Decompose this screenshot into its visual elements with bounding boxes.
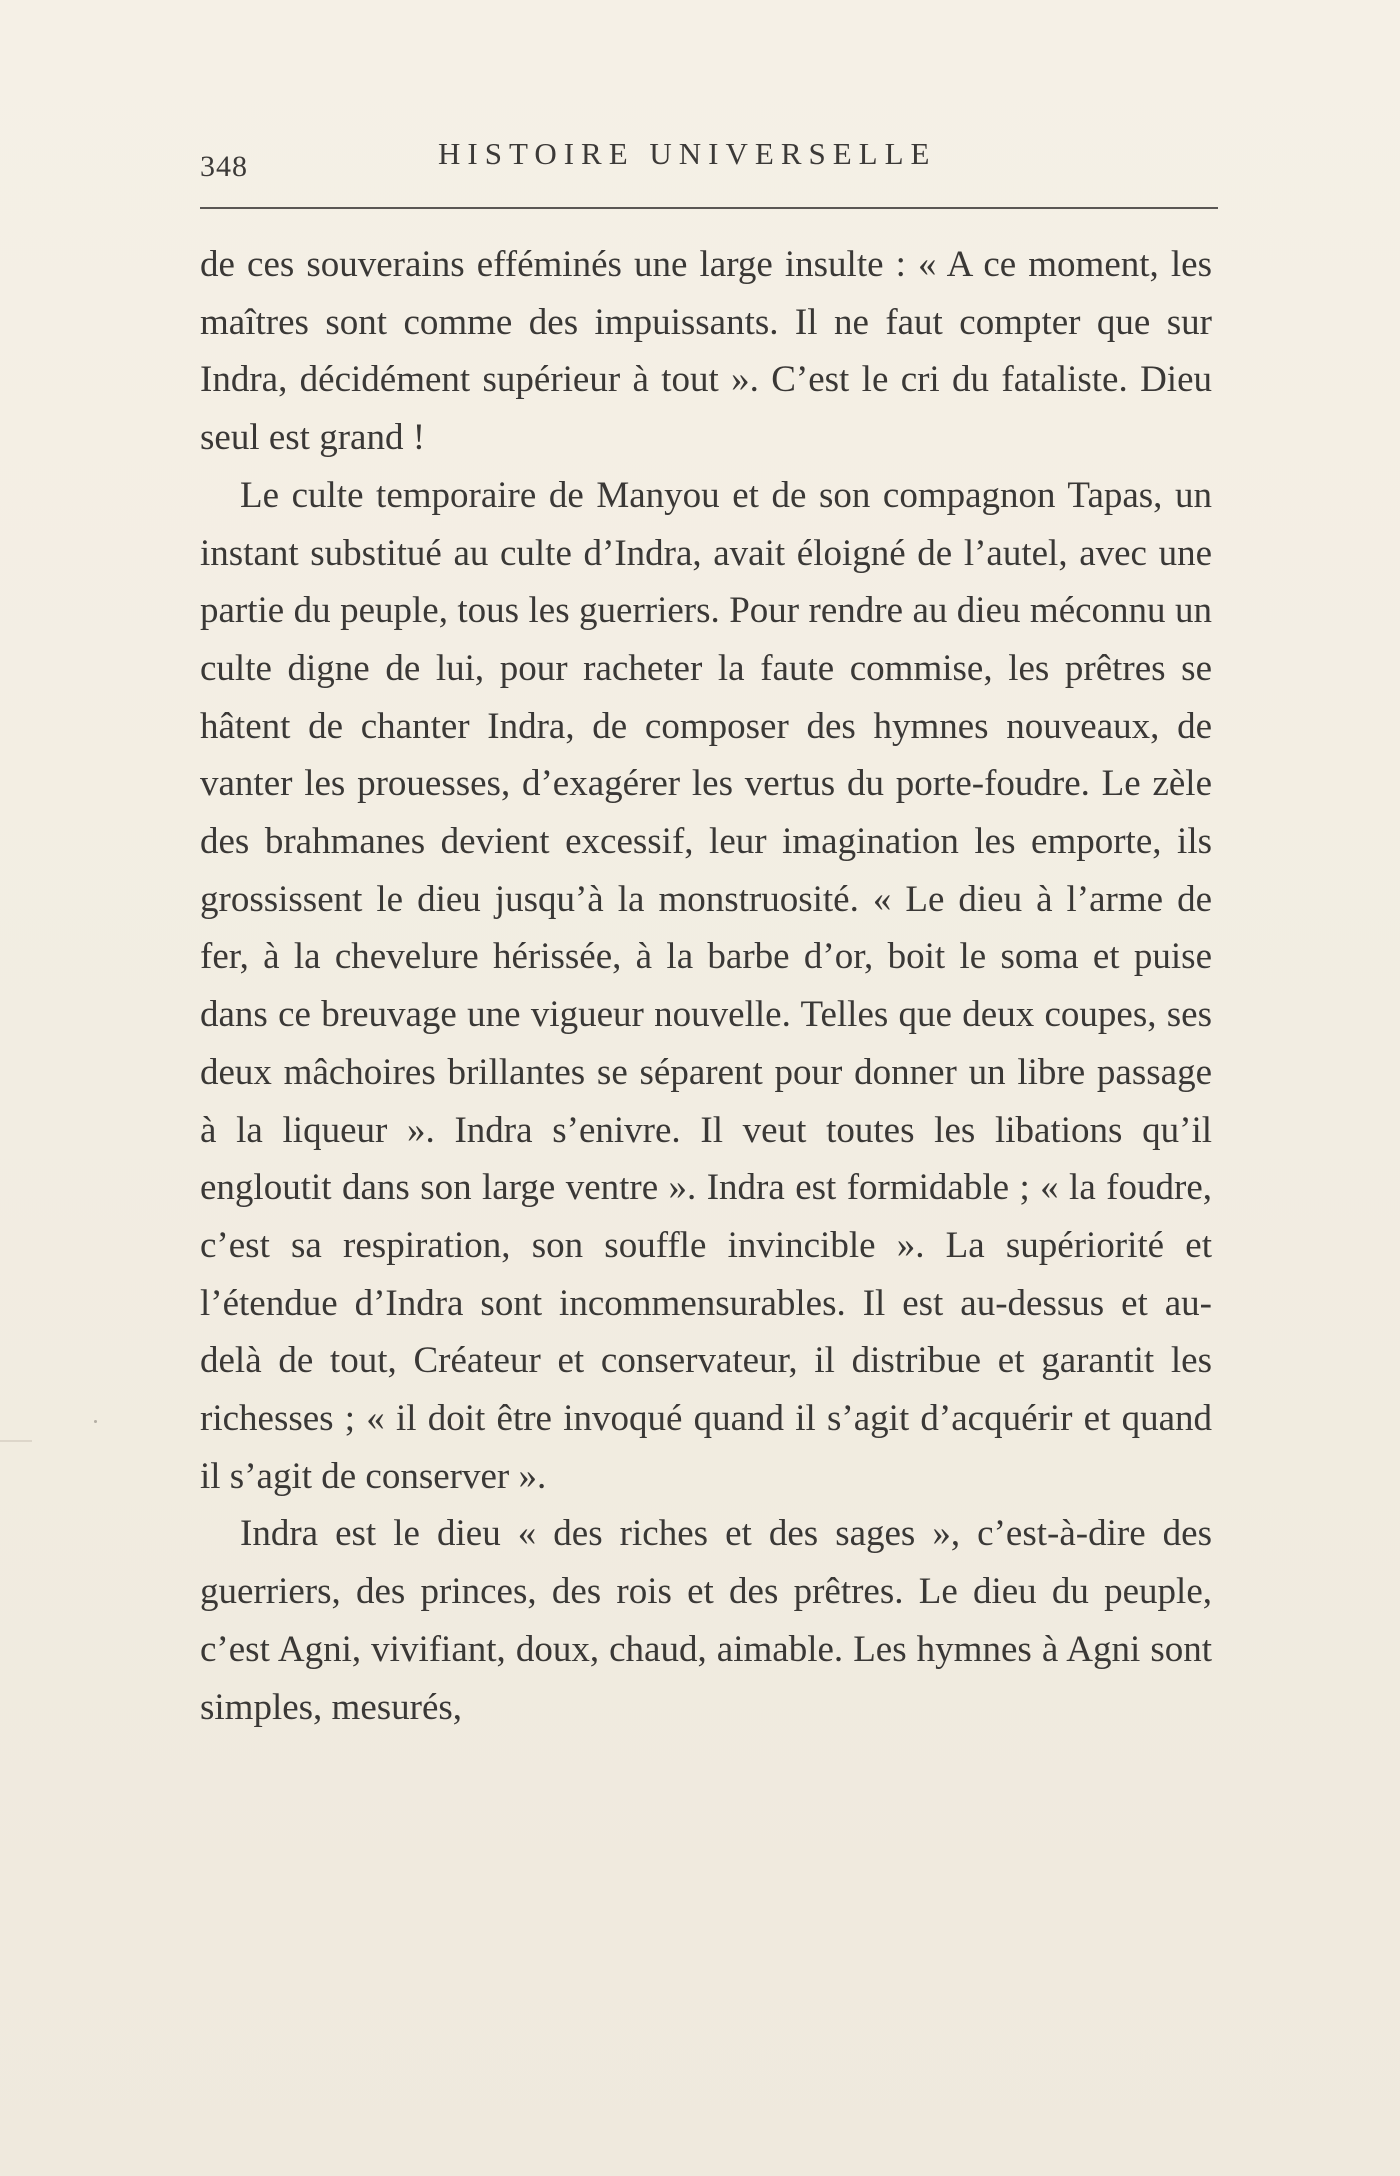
paragraph-3: Indra est le dieu « des riches et des sages », c’est-à-dire des guerriers, des princes, des rois et des prêtres. Le dieu du peuple, c’est Agni, vivifiant, doux, chaud, aimable. Les hymnes à Agni sont simples, mesurés, <box>200 1513 1212 1728</box>
paragraph-2: Le culte temporaire de Manyou et de son compagnon Tapas, un instant substitué au culte d’Indra, avait éloigné de l’autel, avec une partie du peuple, tous les guerriers. Pour rendre au dieu méconnu un culte digne de lui, pour racheter la faute commise, les prêtres se hâtent de chanter Indra, de composer des hymnes nouveaux, de vanter les prouesses, d’exagérer les vertus du porte-foudre. Le zèle des brahmanes devient excessif, leur imagination les emporte, ils grossissent le dieu jusqu’à la monstruosité. « Le dieu à l’arme de fer, à la chevelure hérissée, à la barbe d’or, boit le soma et puise dans ce breuvage une vigueur nouvelle. Telles que deux coupes, ses deux mâchoires brillantes se séparent pour donner un libre passage à la liqueur ». Indra s’enivre. Il veut toutes les libations qu’il engloutit dans son large ventre ». Indra est formidable ; « la foudre, c’est sa respiration, son souffle invincible ». La supériorité et l’étendue d’Indra sont incommensurables. Il est au-dessus et au-delà de tout, Créateur et conservateur, il distribue et garantit les richesses ; « il doit être invoqué quand il s’agit d’acquérir et quand il s’agit de conserver ». <box>200 474 1212 1497</box>
page-number: 348 <box>200 150 248 183</box>
paragraph-1: de ces souverains efféminés une large insulte : « A ce moment, les maîtres sont comme des impuissants. Il ne faut compter que sur Indra, décidément supérieur à tout ». C’est le cri du fataliste. Dieu seul est grand ! <box>200 244 1212 459</box>
running-title: HISTOIRE UNIVERSELLE <box>438 136 937 171</box>
body-text <box>200 236 1212 1736</box>
header-rule <box>200 207 1218 209</box>
page-header <box>200 132 1218 182</box>
page-speck <box>94 1420 97 1423</box>
page-edge-mark <box>0 1440 32 1442</box>
